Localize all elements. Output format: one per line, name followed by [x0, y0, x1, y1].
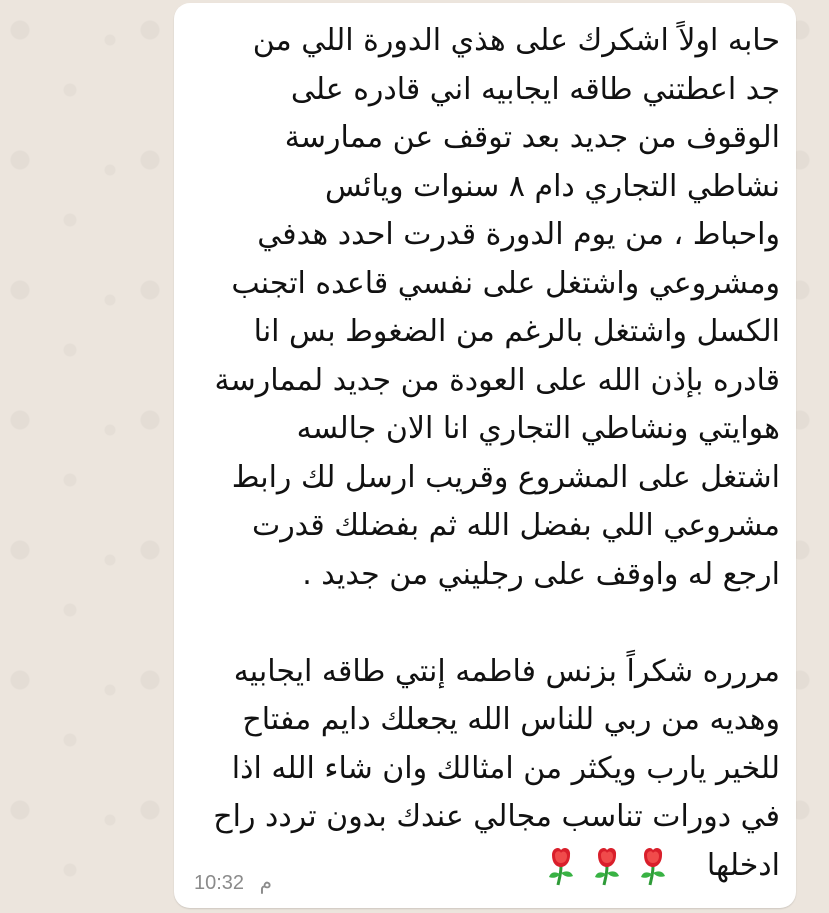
message-line: جد اعطتني طاقه ايجابيه اني قادره على	[290, 71, 780, 107]
message-line: هوايتي ونشاطي التجاري انا الان جالسه	[296, 411, 780, 446]
message-line: قادره بإذن الله على العودة من جديد لممارسة	[214, 362, 780, 398]
message-blank-line	[194, 599, 780, 648]
message-time: 10:32	[194, 872, 245, 894]
message-line: واحباط ، من يوم الدورة قدرت احدد هدفي	[257, 217, 780, 252]
message-line: نشاطي التجاري دام ٨ سنوات ويائس	[324, 168, 780, 204]
message-line: مشروعي اللي بفضل الله ثم بفضلك قدرت	[251, 508, 780, 543]
message-line: الكسل واشتغل بالرغم من الضغوط بس انا	[253, 314, 780, 349]
message-bubble[interactable]	[174, 3, 796, 908]
message-line: ارجع له واوقف على رجليني من جديد .	[302, 556, 780, 592]
message-line: وهديه من ربي للناس الله يجعلك دايم مفتاح	[242, 702, 780, 737]
message-line: ومشروعي واشتغل على نفسي قاعده اتجنب	[231, 265, 780, 301]
message-meta	[194, 870, 272, 895]
rose-emoji-row	[545, 846, 669, 886]
rose-icon	[545, 846, 577, 886]
message-line: حابه اولاً اشكرك على هذي الدورة اللي من	[252, 23, 780, 58]
rose-icon	[591, 846, 623, 886]
message-line: للخير يارب ويكثر من امثالك وان شاء الله اذا	[231, 750, 780, 786]
rose-icon	[637, 846, 669, 886]
message-last-word: ادخلها	[706, 847, 780, 883]
message-line: الوقوف من جديد بعد توقف عن ممارسة	[284, 120, 780, 155]
message-text	[194, 17, 780, 890]
message-line: اشتغل على المشروع وقريب ارسل لك رابط	[231, 459, 780, 495]
message-time-period: م	[259, 872, 273, 894]
message-line: مررره شكراً بزنس فاطمه إنتي طاقه ايجابيه	[233, 653, 780, 689]
message-last-line	[194, 842, 780, 891]
message-line: في دورات تناسب مجالي عندك بدون تردد راح	[213, 799, 780, 834]
